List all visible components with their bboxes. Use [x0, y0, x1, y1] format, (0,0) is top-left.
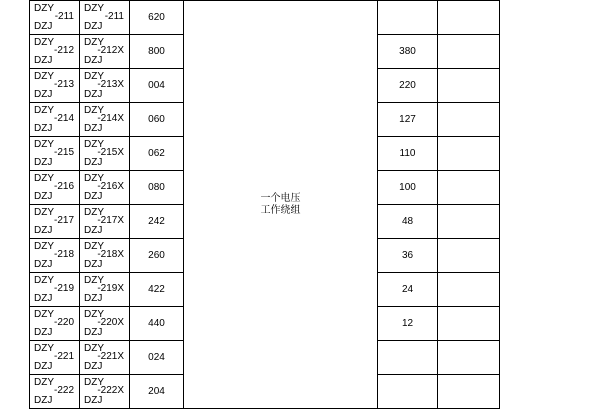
model-suffix-label: -215X — [97, 147, 124, 158]
model-bottom-label: DZJ — [84, 88, 103, 100]
type-top-label: DZY — [34, 241, 54, 252]
type-top-label: DZY — [34, 207, 54, 218]
type-suffix-label: -213 — [53, 79, 74, 90]
model-suffix-label: -220X — [97, 317, 124, 328]
cell-voltage — [378, 375, 438, 409]
cell-tail — [438, 137, 500, 171]
cell-tail — [438, 341, 500, 375]
model-bottom-label: DZJ — [84, 258, 103, 270]
model-bottom-label: DZJ — [84, 20, 103, 32]
model-suffix-label: -222X — [97, 385, 124, 396]
cell-model — [80, 375, 130, 409]
cell-tail — [438, 307, 500, 341]
cell-type-code — [30, 273, 80, 307]
model-bottom-label: DZJ — [84, 156, 103, 168]
type-top-label: DZY — [34, 139, 54, 150]
type-bottom-label: DZJ — [34, 88, 53, 100]
cell-voltage: 220 — [378, 69, 438, 103]
type-bottom-label: DZJ — [34, 292, 53, 304]
type-suffix-label: -220 — [53, 317, 74, 328]
model-top-label: DZY — [84, 3, 104, 14]
model-top-label: DZY — [84, 105, 104, 116]
model-suffix-label: -214X — [97, 113, 124, 124]
model-top-label: DZY — [84, 173, 104, 184]
cell-model — [80, 35, 130, 69]
cell-voltage — [378, 1, 438, 35]
type-suffix-label: -211 — [54, 11, 74, 22]
type-suffix-label: -214 — [53, 113, 74, 124]
cell-code-number: 060 — [130, 103, 184, 137]
cell-type-code — [30, 137, 80, 171]
model-suffix-label: -213X — [97, 79, 124, 90]
cell-code-number: 080 — [130, 171, 184, 205]
cell-model — [80, 171, 130, 205]
model-top-label: DZY — [84, 343, 104, 354]
cell-code-number: 620 — [130, 1, 184, 35]
type-suffix-label: -221 — [53, 351, 74, 362]
model-bottom-label: DZJ — [84, 394, 103, 406]
type-bottom-label: DZJ — [34, 54, 53, 66]
cell-tail — [438, 273, 500, 307]
type-top-label: DZY — [34, 377, 54, 388]
cell-voltage: 48 — [378, 205, 438, 239]
cell-code-number: 800 — [130, 35, 184, 69]
cell-code-number: 062 — [130, 137, 184, 171]
model-top-label: DZY — [84, 37, 104, 48]
model-suffix-label: -219X — [97, 283, 124, 294]
cell-model — [80, 205, 130, 239]
cell-voltage: 24 — [378, 273, 438, 307]
type-suffix-label: -212 — [53, 45, 74, 56]
model-top-label: DZY — [84, 207, 104, 218]
type-bottom-label: DZJ — [34, 326, 53, 338]
cell-model — [80, 1, 130, 35]
cell-type-code — [30, 341, 80, 375]
cell-tail — [438, 103, 500, 137]
merged-note-line1: 一个电压 — [260, 193, 301, 204]
model-suffix-label: -211 — [104, 11, 124, 22]
cell-tail — [438, 239, 500, 273]
cell-tail — [438, 171, 500, 205]
model-bottom-label: DZJ — [84, 292, 103, 304]
model-top-label: DZY — [84, 139, 104, 150]
cell-voltage: 100 — [378, 171, 438, 205]
cell-tail — [438, 375, 500, 409]
table-row — [30, 1, 500, 35]
type-suffix-label: -216 — [53, 181, 74, 192]
type-top-label: DZY — [34, 105, 54, 116]
cell-voltage: 12 — [378, 307, 438, 341]
type-top-label: DZY — [34, 309, 54, 320]
model-suffix-label: -216X — [97, 181, 124, 192]
cell-type-code — [30, 375, 80, 409]
type-bottom-label: DZJ — [34, 224, 53, 236]
cell-code-number: 422 — [130, 273, 184, 307]
cell-type-code — [30, 171, 80, 205]
cell-code-number: 440 — [130, 307, 184, 341]
model-bottom-label: DZJ — [84, 224, 103, 236]
cell-voltage: 110 — [378, 137, 438, 171]
type-top-label: DZY — [34, 173, 54, 184]
cell-code-number: 242 — [130, 205, 184, 239]
model-bottom-label: DZJ — [84, 190, 103, 202]
cell-voltage: 36 — [378, 239, 438, 273]
cell-tail — [438, 205, 500, 239]
cell-type-code — [30, 69, 80, 103]
type-bottom-label: DZJ — [34, 156, 53, 168]
cell-voltage: 380 — [378, 35, 438, 69]
cell-code-number: 204 — [130, 375, 184, 409]
cell-type-code — [30, 1, 80, 35]
model-suffix-label: -218X — [97, 249, 124, 260]
cell-model — [80, 239, 130, 273]
type-suffix-label: -217 — [53, 215, 74, 226]
cell-type-code — [30, 205, 80, 239]
model-top-label: DZY — [84, 241, 104, 252]
type-bottom-label: DZJ — [34, 122, 53, 134]
model-top-label: DZY — [84, 377, 104, 388]
cell-tail — [438, 1, 500, 35]
cell-voltage — [378, 341, 438, 375]
cell-code-number: 024 — [130, 341, 184, 375]
type-top-label: DZY — [34, 343, 54, 354]
model-top-label: DZY — [84, 275, 104, 286]
type-top-label: DZY — [34, 3, 54, 14]
type-bottom-label: DZJ — [34, 394, 53, 406]
type-suffix-label: -215 — [53, 147, 74, 158]
cell-model — [80, 103, 130, 137]
type-suffix-label: -219 — [53, 283, 74, 294]
model-top-label: DZY — [84, 309, 104, 320]
specification-table — [29, 0, 500, 409]
cell-model — [80, 137, 130, 171]
model-suffix-label: -217X — [97, 215, 124, 226]
model-suffix-label: -212X — [97, 45, 124, 56]
cell-tail — [438, 69, 500, 103]
model-bottom-label: DZJ — [84, 326, 103, 338]
type-bottom-label: DZJ — [34, 360, 53, 372]
type-top-label: DZY — [34, 71, 54, 82]
model-suffix-label: -221X — [97, 351, 124, 362]
model-bottom-label: DZJ — [84, 54, 103, 66]
type-top-label: DZY — [34, 37, 54, 48]
cell-model — [80, 273, 130, 307]
model-top-label: DZY — [84, 71, 104, 82]
cell-code-number: 004 — [130, 69, 184, 103]
cell-type-code — [30, 103, 80, 137]
cell-type-code — [30, 239, 80, 273]
cell-merged-note — [184, 1, 378, 409]
model-bottom-label: DZJ — [84, 122, 103, 134]
type-suffix-label: -222 — [53, 385, 74, 396]
type-bottom-label: DZJ — [34, 20, 53, 32]
merged-note-line2: 工作绕组 — [260, 204, 301, 216]
type-top-label: DZY — [34, 275, 54, 286]
cell-model — [80, 341, 130, 375]
cell-type-code — [30, 35, 80, 69]
type-bottom-label: DZJ — [34, 190, 53, 202]
model-bottom-label: DZJ — [84, 360, 103, 372]
cell-voltage: 127 — [378, 103, 438, 137]
type-bottom-label: DZJ — [34, 258, 53, 270]
type-suffix-label: -218 — [53, 249, 74, 260]
cell-type-code — [30, 307, 80, 341]
cell-model — [80, 307, 130, 341]
cell-tail — [438, 35, 500, 69]
cell-model — [80, 69, 130, 103]
cell-code-number: 260 — [130, 239, 184, 273]
